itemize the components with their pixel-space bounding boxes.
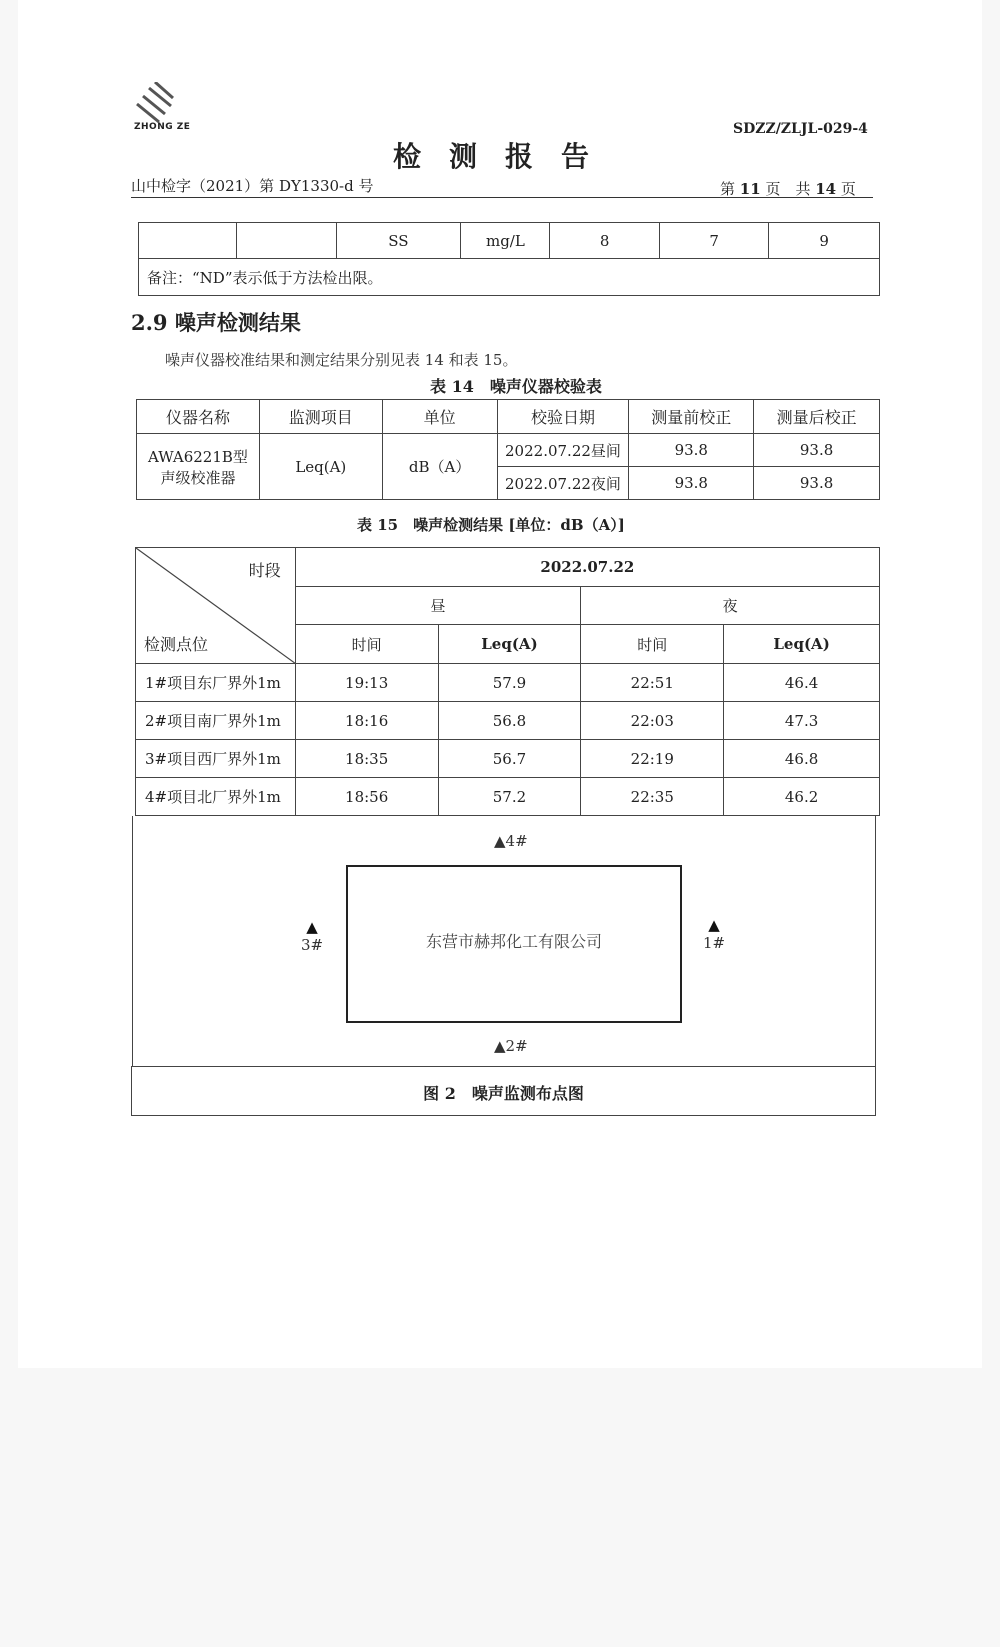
- night-time: 22:19: [581, 740, 724, 778]
- table-row: [136, 664, 880, 702]
- table-row: [137, 434, 880, 467]
- night-leq: 46.8: [724, 740, 880, 778]
- page-number: 第 11 页 共 14 页: [720, 180, 856, 198]
- report-title: 检测报告: [392, 140, 617, 173]
- period-label: 时段: [248, 561, 281, 580]
- previous-table-tail: [138, 222, 880, 296]
- point-3-label: 3#: [300, 936, 324, 954]
- table-row: [139, 223, 880, 259]
- noise-result-table: [135, 547, 880, 816]
- point-1-label: 1#: [702, 934, 726, 952]
- table-row: [136, 740, 880, 778]
- column-header: 监测项目: [259, 400, 382, 434]
- table-cell: [237, 223, 336, 259]
- logo-text: ZHONG ZE: [134, 122, 191, 132]
- section-title: 2.9 噪声检测结果: [131, 310, 301, 335]
- day-leq: 57.9: [438, 664, 581, 702]
- section-intro: 噪声仪器校准结果和测定结果分别见表 14 和表 15。: [165, 351, 518, 369]
- after-calibration: 93.8: [754, 467, 880, 500]
- figure-caption: 图 2 噪声监测布点图: [423, 1084, 584, 1103]
- column-header: 仪器名称: [137, 400, 260, 434]
- header-rule: [131, 197, 873, 198]
- day-leq: 56.8: [438, 702, 581, 740]
- night-time: 22:35: [581, 778, 724, 816]
- column-header: 测量后校正: [754, 400, 880, 434]
- factory-name: 东营市赫邦化工有限公司: [425, 932, 602, 951]
- factory-outline: [346, 865, 682, 1023]
- point-1-marker: [702, 916, 726, 952]
- day-header: 昼: [295, 586, 581, 625]
- instrument-model: AWA6221B型: [147, 447, 248, 466]
- triangle-icon: ▲: [306, 918, 318, 936]
- night-leq: 46.4: [724, 664, 880, 702]
- night-leq: 46.2: [724, 778, 880, 816]
- night-leq: 47.3: [724, 702, 880, 740]
- table-note: 备注：“ND”表示低于方法检出限。: [139, 259, 880, 296]
- table-cell: [139, 223, 237, 259]
- column-header: Leq(A): [438, 625, 581, 664]
- date-header: 2022.07.22: [295, 548, 879, 587]
- day-leq: 56.7: [438, 740, 581, 778]
- table-cell: 7: [659, 223, 769, 259]
- day-leq: 57.2: [438, 778, 581, 816]
- column-header: 测量前校正: [629, 400, 754, 434]
- day-time: 19:13: [295, 664, 438, 702]
- report-reference: 山中检字（2021）第 DY1330-d 号: [131, 177, 374, 195]
- calibration-date: 2022.07.22昼间: [497, 434, 629, 467]
- unit-cell: dB（A）: [382, 434, 497, 500]
- table-cell: SS: [336, 223, 461, 259]
- triangle-icon: ▲: [708, 916, 720, 934]
- monitoring-point: 2#项目南厂界外1m: [136, 702, 296, 740]
- diagonal-header-cell: [136, 548, 296, 664]
- monitoring-point: 3#项目西厂界外1m: [136, 740, 296, 778]
- monitoring-point: 1#项目东厂界外1m: [136, 664, 296, 702]
- instrument-name: [137, 434, 260, 500]
- monitoring-item: Leq(A): [259, 434, 382, 500]
- figure-caption-box: [131, 1066, 876, 1116]
- table15-caption: 表 15 噪声检测结果 [单位：dB（A）]: [357, 516, 625, 534]
- table-cell: 8: [550, 223, 660, 259]
- monitoring-point: 4#项目北厂界外1m: [136, 778, 296, 816]
- day-time: 18:16: [295, 702, 438, 740]
- night-header: 夜: [581, 586, 880, 625]
- point-4-marker: ▲4#: [494, 832, 528, 850]
- point-3-marker: [300, 918, 324, 954]
- table14-caption: 表 14 噪声仪器校验表: [430, 377, 602, 396]
- column-header: 校验日期: [497, 400, 629, 434]
- after-calibration: 93.8: [754, 434, 880, 467]
- column-header: 时间: [295, 625, 438, 664]
- column-header: 单位: [382, 400, 497, 434]
- night-time: 22:03: [581, 702, 724, 740]
- point-2-marker: ▲2#: [494, 1037, 528, 1055]
- before-calibration: 93.8: [629, 434, 754, 467]
- night-time: 22:51: [581, 664, 724, 702]
- document-code: SDZZ/ZLJL-029-4: [733, 121, 868, 137]
- table-cell: mg/L: [461, 223, 550, 259]
- column-header: Leq(A): [724, 625, 880, 664]
- table-row: [136, 702, 880, 740]
- table-row: [136, 778, 880, 816]
- day-time: 18:35: [295, 740, 438, 778]
- before-calibration: 93.8: [629, 467, 754, 500]
- day-time: 18:56: [295, 778, 438, 816]
- instrument-type: 声级校准器: [160, 468, 236, 487]
- calibration-table: [136, 399, 880, 500]
- point-label: 检测点位: [144, 635, 209, 654]
- column-header: 时间: [581, 625, 724, 664]
- table-cell: 9: [769, 223, 880, 259]
- calibration-date: 2022.07.22夜间: [497, 467, 629, 500]
